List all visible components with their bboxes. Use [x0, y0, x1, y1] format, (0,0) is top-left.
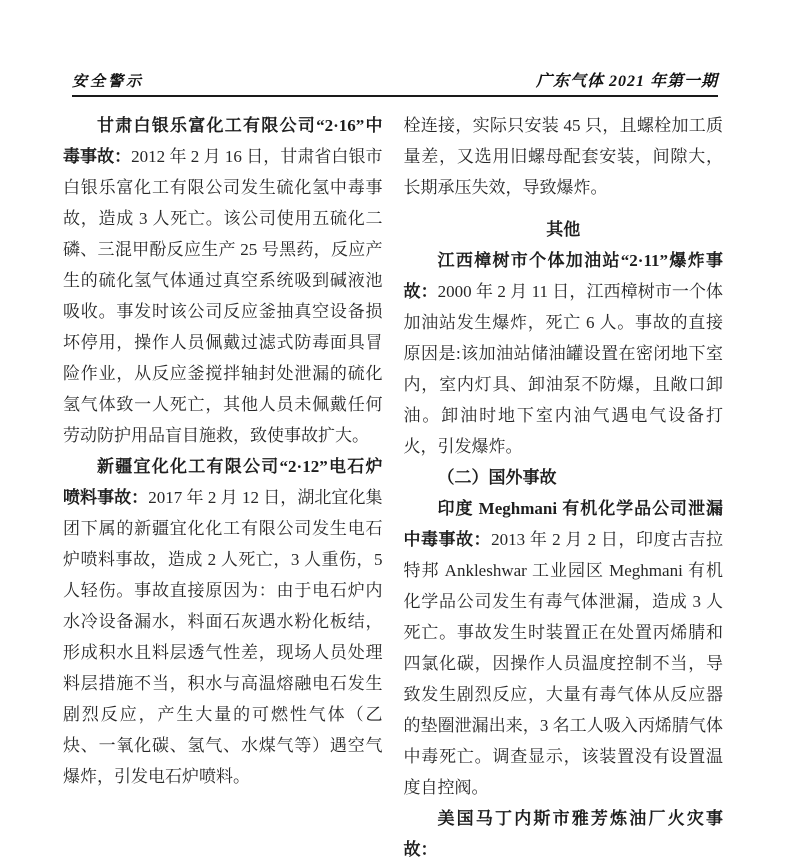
- paragraph-text: 2017 年 2 月 12 日，湖北宜化集团下属的新疆宜化化工有限公司发生电石炉喷料事故，造成 2 人死亡，3 人重伤，5 人轻伤。事故直接原因为：由于电石炉内水冷设备漏水，料面石灰遇水粉化板结，形成积水且料层透气性差，现场人员处理料层措施不当，积水与高温熔融电石发生剧烈反应，产生大量的可燃性气体（乙炔、一氧化碳、氢气、水煤气等）遇空气爆炸，引发电石炉喷料。: [63, 488, 383, 786]
- left-column: [63, 110, 383, 865]
- paragraph-jiangxi-accident: [404, 245, 724, 462]
- paragraph-text: 栓连接，实际只安装 45 只，且螺栓加工质量差，又选用旧螺母配套安装，间隙大，长期承压失效，导致爆炸。: [403, 116, 723, 197]
- paragraph-lead: 印度 Meghmani 有机化学品公司泄漏中毒事故：: [403, 499, 723, 549]
- paragraph-text: 2012 年 2 月 16 日，甘肃省白银市白银乐富化工有限公司发生硫化氢中毒事故，造成 3 人死亡。该公司使用五硫化二磷、三混甲酚反应生产 25 号黑药，反应产生的硫化氢气体通过真空系统吸到碱液池吸收。事发时该公司反应釜抽真空设备损坏停用，操作人员佩戴过滤式防毒面具冒险作业，从反应釜搅拌轴封处泄漏的硫化氢气体致一人死亡，其他人员未佩戴任何劳动防护用品盲目施救，致使事故扩大。: [63, 147, 383, 445]
- heading-other: 其他: [546, 220, 581, 239]
- paragraph-india-accident: [404, 493, 724, 803]
- paragraph-lead: 新疆宜化化工有限公司“2·12”电石炉喷料事故：: [63, 457, 383, 507]
- paragraph-usa-accident: [404, 803, 724, 865]
- paragraph-lead: 江西樟树市个体加油站“2·11”爆炸事故：: [403, 251, 723, 301]
- right-column: [404, 110, 724, 865]
- header-issue-title: 广东气体 2021 年第一期: [535, 73, 718, 90]
- heading-foreign-accidents: （二）国外事故: [437, 468, 557, 487]
- paragraph-continuation: [404, 110, 724, 203]
- paragraph-gansu-accident: [63, 110, 383, 451]
- running-header: [72, 68, 718, 91]
- paragraph-text: 2000 年 2 月 11 日，江西樟树市一个体加油站发生爆炸，死亡 6 人。事故的直接原因是:该加油站储油罐设置在密闭地下室内，室内灯具、卸油泵不防爆，且敞口卸油。卸油时地下室内油气遇电气设备打火，引发爆炸。: [403, 282, 723, 456]
- paragraph-lead: 美国马丁内斯市雅芳炼油厂火灾事故：: [403, 809, 723, 859]
- paragraph-text: 2013 年 2 月 2 日，印度古吉拉特邦 Ankleshwar 工业园区 Meghmani 有机化学品公司发生有毒气体泄漏，造成 3 人死亡。事故发生时装置正在处置丙烯腈和四氯化碳，因操作人员温度控制不当，导致发生剧烈反应，大量有毒气体从反应器的垫圈泄漏出来，3 名工人吸入丙烯腈气体中毒死亡。调查显示，该装置没有设置温度自控阀。: [403, 530, 724, 797]
- body-columns: [63, 110, 723, 865]
- paragraph-xinjiang-accident: [63, 451, 383, 792]
- header-rule: [72, 95, 718, 97]
- header-section-title: 安全警示: [72, 74, 145, 90]
- paragraph-lead: 甘肃白银乐富化工有限公司“2·16”中毒事故：: [63, 116, 383, 166]
